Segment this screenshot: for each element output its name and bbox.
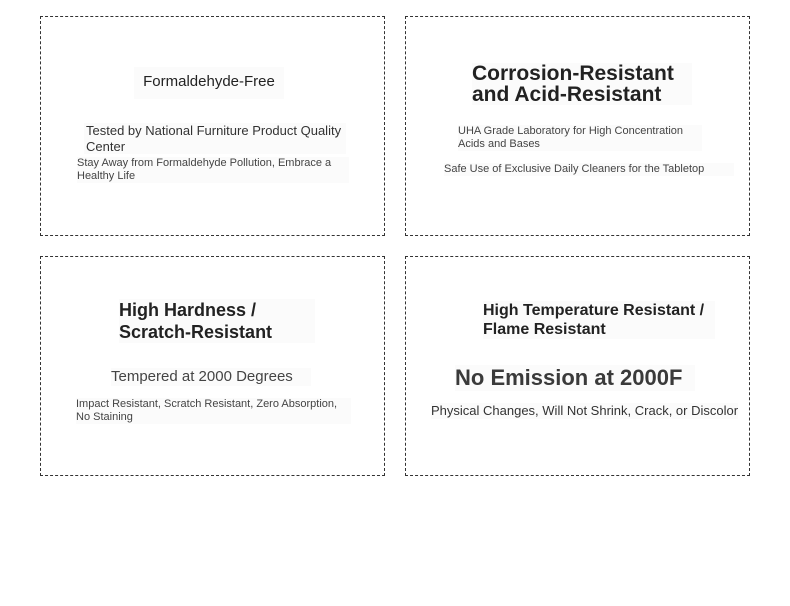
card-note: Physical Changes, Will Not Shrink, Crack, or Discolor bbox=[431, 403, 739, 418]
feature-card-corrosion-resistant bbox=[405, 16, 750, 236]
card-title: Formaldehyde-Free bbox=[134, 67, 284, 99]
feature-card-formaldehyde-free bbox=[40, 16, 385, 236]
card-note: Safe Use of Exclusive Daily Cleaners for the Tabletop bbox=[444, 163, 734, 176]
card-note: Impact Resistant, Scratch Resistant, Zero Absorption, No Staining bbox=[76, 398, 351, 424]
feature-card-high-temperature bbox=[405, 256, 750, 476]
card-subtitle: Tempered at 2000 Degrees bbox=[111, 368, 311, 386]
feature-card-high-hardness bbox=[40, 256, 385, 476]
card-subtitle: UHA Grade Laboratory for High Concentration Acids and Bases bbox=[458, 125, 702, 151]
card-title: High Temperature Resistant / Flame Resistant bbox=[483, 301, 715, 339]
card-title: High Hardness / Scratch-Resistant bbox=[119, 299, 315, 343]
card-title: Corrosion-Resistant and Acid-Resistant bbox=[472, 63, 692, 105]
card-subtitle: No Emission at 2000F bbox=[455, 365, 695, 391]
card-note: Stay Away from Formaldehyde Pollution, Embrace a Healthy Life bbox=[77, 157, 349, 183]
card-subtitle: Tested by National Furniture Product Quality Center bbox=[84, 123, 346, 154]
